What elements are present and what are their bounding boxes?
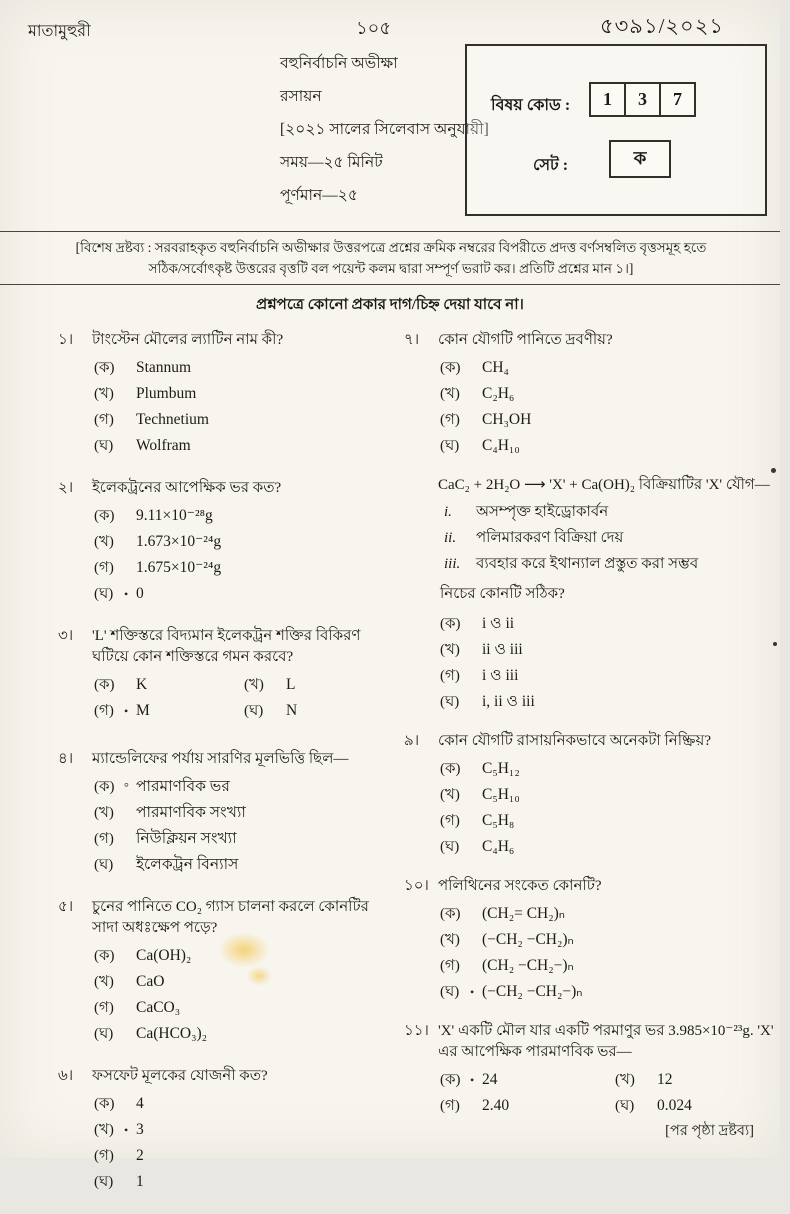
option-key: (গ) xyxy=(94,1000,114,1016)
option-key: (গ) xyxy=(94,1148,114,1164)
page-number: ১০৫ xyxy=(356,18,392,38)
subject-code-digit-3: 7 xyxy=(659,82,696,117)
option-gha xyxy=(615,1096,790,1116)
option-kha xyxy=(94,1120,396,1140)
option-ga xyxy=(440,956,790,976)
option-key: (গ) xyxy=(94,412,114,428)
option-key: (খ) xyxy=(94,534,114,550)
option-key: (খ) xyxy=(94,805,114,821)
option-value: Wolfram xyxy=(136,437,191,454)
question-8-options xyxy=(440,614,790,712)
option-kha xyxy=(94,972,396,992)
question-11 xyxy=(404,1021,790,1122)
option-value: 1.673×10⁻²⁴g xyxy=(136,533,222,550)
subject-name: রসায়ন xyxy=(280,88,322,105)
option-value: Plumbum xyxy=(136,385,197,402)
question-3-options xyxy=(94,675,396,727)
option-gha xyxy=(440,692,790,712)
statement-key: iii. xyxy=(444,556,461,572)
option-value: C₅H₈ xyxy=(482,812,515,829)
option-key: (ক) xyxy=(440,360,461,376)
question-8-followup: নিচের কোনটি সঠিক? xyxy=(440,586,565,602)
option-key: (ক) xyxy=(94,508,115,524)
option-key: (খ) xyxy=(440,386,460,402)
option-key: (ঘ) xyxy=(94,1026,114,1042)
option-gha xyxy=(440,982,790,1002)
next-page-note: [পর পৃষ্ঠা দ্রষ্টব্য] xyxy=(665,1123,754,1139)
option-gha xyxy=(440,436,790,456)
subject-code-label: বিষয় কোড : xyxy=(491,97,571,114)
pen-mark: • xyxy=(124,1123,129,1137)
question-9-options xyxy=(440,759,790,857)
statement-text: পলিমারকরণ বিক্রিয়া দেয় xyxy=(476,530,624,546)
option-value: (−CH₂ −CH₂−)ₙ xyxy=(482,983,583,1000)
option-kha xyxy=(440,384,790,404)
question-stem: পলিথিনের সংকেত কোনটি? xyxy=(438,878,602,894)
option-key: (ঘ) xyxy=(94,586,114,602)
question-7-head xyxy=(404,330,790,351)
pen-mark: • xyxy=(124,704,129,718)
option-value: i, ii ও iii xyxy=(482,693,535,710)
syllabus-note: [২০২১ সালের সিলেবাস অনুযায়ী] xyxy=(280,121,489,138)
option-key: (ঘ) xyxy=(440,694,460,710)
question-10 xyxy=(404,876,790,1002)
question-stem: ম্যান্ডেলিফের পর্যায় সারণির মূলভিত্তি ছিল— xyxy=(92,751,349,767)
option-value: পারমাণবিক সংখ্যা xyxy=(136,804,246,821)
question-stem: ইলেকট্রনের আপেক্ষিক ভর কত? xyxy=(92,480,282,496)
option-gha xyxy=(94,1172,396,1192)
option-value: L xyxy=(286,676,296,693)
option-key: (ক) xyxy=(440,906,461,922)
option-key: (ঘ) xyxy=(94,438,114,454)
option-key: (ক) xyxy=(94,677,115,693)
pen-mark: • xyxy=(124,587,129,601)
option-ga xyxy=(94,410,396,430)
option-key: (খ) xyxy=(244,677,264,693)
question-number: ১১। xyxy=(404,1023,429,1039)
set-label: সেট : xyxy=(533,157,569,174)
option-key: (খ) xyxy=(94,974,114,990)
question-number: ৯। xyxy=(404,733,420,749)
option-ga xyxy=(94,701,244,721)
option-key: (গ) xyxy=(440,668,460,684)
question-11-head xyxy=(404,1021,790,1063)
no-marks-note: প্রশ্নপত্রে কোনো প্রকার দাগ/চিহ্ন দেয়া যাবে না। xyxy=(256,297,524,313)
exam-title: বহুনির্বাচনি অভীক্ষা xyxy=(280,55,398,72)
option-key: (খ) xyxy=(615,1072,635,1088)
option-value: CaCO₃ xyxy=(136,999,181,1016)
question-11-options xyxy=(440,1070,790,1122)
pen-mark: • xyxy=(470,1073,475,1087)
option-value: CH₃OH xyxy=(482,411,532,428)
question-stem-reaction: CaC₂ + 2H₂O ⟶ 'X' + Ca(OH)₂ বিক্রিয়াটির 'X' যৌগ— xyxy=(438,477,770,493)
pen-mark: ° xyxy=(124,780,129,794)
option-value: 2 xyxy=(136,1147,144,1164)
option-value: (−CH₂ −CH₂)ₙ xyxy=(482,931,574,948)
option-value: C₄H₆ xyxy=(482,838,515,855)
subject-code-digit-1: 1 xyxy=(589,82,626,117)
option-value: Technetium xyxy=(136,411,209,428)
paper-code: ৫৩৯১/২০২১ xyxy=(600,14,724,38)
option-value: N xyxy=(286,702,298,719)
question-stem: ফসফেট মূলকের যোজনী কত? xyxy=(92,1068,268,1084)
option-value: CH₄ xyxy=(482,359,509,376)
option-key: (ঘ) xyxy=(440,984,460,1000)
question-10-options xyxy=(440,904,790,1002)
question-6 xyxy=(58,1066,396,1192)
option-value: CaO xyxy=(136,973,165,990)
question-stem: টাংস্টেন মৌলের ল্যাটিন নাম কী? xyxy=(92,332,284,348)
time-allowed: সময়—২৫ মিনিট xyxy=(280,154,383,171)
option-ka xyxy=(440,759,790,779)
scan-speck xyxy=(773,642,777,646)
option-key: (খ) xyxy=(94,386,114,402)
option-key: (গ) xyxy=(94,703,114,719)
option-kha xyxy=(440,930,790,950)
option-value: 12 xyxy=(657,1071,673,1088)
question-5 xyxy=(58,897,396,1044)
question-5-options xyxy=(94,946,396,1044)
question-number: ৭। xyxy=(404,332,420,348)
question-8-head xyxy=(404,475,790,496)
option-key: (ক) xyxy=(94,948,115,964)
option-key: (ক) xyxy=(94,360,115,376)
statement-key: i. xyxy=(444,504,452,520)
question-number xyxy=(404,475,438,496)
option-ka xyxy=(94,777,396,797)
option-value: ii ও iii xyxy=(482,641,523,658)
question-10-head xyxy=(404,876,790,897)
option-value: 9.11×10⁻²⁸g xyxy=(136,507,213,524)
left-column xyxy=(58,330,396,1214)
option-value: (CH₂ −CH₂−)ₙ xyxy=(482,957,574,974)
option-value: C₄H₁₀ xyxy=(482,437,520,454)
question-9-head xyxy=(404,731,790,752)
option-ka xyxy=(94,358,396,378)
option-key: (ক) xyxy=(440,1072,461,1088)
question-1-options xyxy=(94,358,396,456)
option-kha xyxy=(94,384,396,404)
option-key: (ঘ) xyxy=(440,839,460,855)
option-value: (CH₂= CH₂)ₙ xyxy=(482,905,565,922)
option-ka xyxy=(94,946,396,966)
question-number: ১। xyxy=(58,332,74,348)
statement-i xyxy=(444,502,790,522)
option-ga xyxy=(94,558,396,578)
option-key: (গ) xyxy=(440,958,460,974)
option-value: 0 xyxy=(136,585,144,602)
option-key: (খ) xyxy=(94,1122,114,1138)
subject-code-box xyxy=(465,44,767,216)
option-ka xyxy=(440,904,790,924)
option-gha xyxy=(94,855,396,875)
pen-mark: • xyxy=(470,985,475,999)
option-key: (ক) xyxy=(94,779,115,795)
option-value: 2.40 xyxy=(482,1097,510,1114)
option-kha xyxy=(94,803,396,823)
option-ga xyxy=(94,829,396,849)
question-stem: 'X' একটি মৌল যার একটি পরমাণুর ভর 3.985×10⁻²³g. 'X' এর আপেক্ষিক পারমাণবিক ভর— xyxy=(438,1023,774,1060)
question-5-head xyxy=(58,897,396,939)
question-6-head xyxy=(58,1066,396,1087)
question-number: ৩। xyxy=(58,628,74,644)
question-stem: 'L' শক্তিস্তরে বিদ্যমান ইলেকট্রন শক্তির বিকিরণ ঘটিয়ে কোন শক্তিস্তরে গমন করবে? xyxy=(92,628,361,665)
question-4-options xyxy=(94,777,396,875)
right-column xyxy=(404,330,790,1214)
question-4 xyxy=(58,749,396,875)
question-7 xyxy=(404,330,790,456)
option-value: ইলেকট্রন বিন্যাস xyxy=(136,856,239,873)
option-ka xyxy=(94,506,396,526)
question-stem: কোন যৌগটি পানিতে দ্রবণীয়? xyxy=(438,332,613,348)
question-1 xyxy=(58,330,396,456)
option-key: (ঘ) xyxy=(94,857,114,873)
option-value: নিউক্লিয়ন সংখ্যা xyxy=(136,830,237,847)
option-key: (ক) xyxy=(440,761,461,777)
option-ga xyxy=(440,666,790,686)
option-kha xyxy=(244,675,394,695)
set-value-box: ক xyxy=(609,140,671,178)
question-1-head xyxy=(58,330,396,351)
question-9 xyxy=(404,731,790,857)
option-key: (গ) xyxy=(94,831,114,847)
option-value: C₅H₁₂ xyxy=(482,760,520,777)
option-ga xyxy=(440,1096,615,1116)
scan-speck xyxy=(771,468,776,473)
question-stem: কোন যৌগটি রাসায়নিকভাবে অনেকটা নিষ্ক্রিয়? xyxy=(438,733,711,749)
option-key: (ক) xyxy=(94,1096,115,1112)
option-ga xyxy=(440,410,790,430)
option-value: C₅H₁₀ xyxy=(482,786,520,803)
question-number: ৪। xyxy=(58,751,74,767)
statement-key: ii. xyxy=(444,530,457,546)
option-kha xyxy=(94,532,396,552)
option-value: 1.675×10⁻²⁴g xyxy=(136,559,222,576)
question-3 xyxy=(58,626,396,727)
subject-code-digit-2: 3 xyxy=(624,82,661,117)
statement-iii xyxy=(444,554,790,574)
option-gha xyxy=(440,837,790,857)
option-ga xyxy=(94,998,396,1018)
question-number: ৫। xyxy=(58,899,74,915)
option-value: 0.024 xyxy=(657,1097,692,1114)
option-gha xyxy=(94,584,396,604)
option-ka xyxy=(440,1070,615,1090)
option-ka xyxy=(94,675,244,695)
school-name: মাতামুহুরী xyxy=(28,23,91,40)
question-stem: চুনের পানিতে CO₂ গ্যাস চালনা করলে কোনটির সাদা অধঃক্ষেপ পড়ে? xyxy=(92,899,369,936)
statement-text: অসম্পৃক্ত হাইড্রোকার্বন xyxy=(476,504,609,520)
option-key: (গ) xyxy=(440,813,460,829)
question-2-head xyxy=(58,478,396,499)
option-kha xyxy=(615,1070,790,1090)
option-ga xyxy=(440,811,790,831)
full-marks: পূর্ণমান—২৫ xyxy=(280,187,358,204)
option-value: পারমাণবিক ভর xyxy=(136,778,230,795)
option-key: (ঘ) xyxy=(615,1098,635,1114)
option-key: (খ) xyxy=(440,932,460,948)
option-value: i ও iii xyxy=(482,667,519,684)
option-key: (ঘ) xyxy=(244,703,264,719)
option-value: 4 xyxy=(136,1095,144,1112)
option-value: Ca(HCO₃)₂ xyxy=(136,1025,208,1042)
question-2-options xyxy=(94,506,396,604)
option-value: 3 xyxy=(136,1121,144,1138)
option-value: K xyxy=(136,676,148,693)
option-value: C₂H₆ xyxy=(482,385,515,402)
question-3-head xyxy=(58,626,396,668)
question-7-options xyxy=(440,358,790,456)
question-2 xyxy=(58,478,396,604)
statement-text: ব্যবহার করে ইথান্যাল প্রস্তুত করা সম্ভব xyxy=(476,556,699,572)
option-key: (খ) xyxy=(440,787,460,803)
question-6-options xyxy=(94,1094,396,1192)
question-number: ৬। xyxy=(58,1068,74,1084)
divider-bottom xyxy=(0,284,780,285)
option-value: Stannum xyxy=(136,359,192,376)
option-ka xyxy=(440,358,790,378)
option-gha xyxy=(94,1024,396,1044)
subject-code-digits xyxy=(589,82,696,117)
option-ka xyxy=(94,1094,396,1114)
option-kha xyxy=(440,785,790,805)
title-block xyxy=(280,54,489,219)
question-columns xyxy=(58,330,774,1214)
option-gha xyxy=(244,701,394,721)
question-8-statements xyxy=(444,502,790,574)
option-ga xyxy=(94,1146,396,1166)
option-key: (গ) xyxy=(440,412,460,428)
option-key: (গ) xyxy=(440,1098,460,1114)
option-value: 1 xyxy=(136,1173,144,1190)
question-4-head xyxy=(58,749,396,770)
option-value: i ও ii xyxy=(482,615,515,632)
divider-top xyxy=(0,231,780,232)
option-ka xyxy=(440,614,790,634)
question-8 xyxy=(404,475,790,712)
statement-ii xyxy=(444,528,790,548)
option-key: (ঘ) xyxy=(94,1174,114,1190)
option-key: (ঘ) xyxy=(440,438,460,454)
option-kha xyxy=(440,640,790,660)
option-gha xyxy=(94,436,396,456)
question-number: ২। xyxy=(58,480,74,496)
option-key: (ক) xyxy=(440,616,461,632)
question-number: ১০। xyxy=(404,878,429,894)
option-value: Ca(OH)₂ xyxy=(136,947,192,964)
option-key: (গ) xyxy=(94,560,114,576)
option-value: 24 xyxy=(482,1071,498,1088)
option-key: (খ) xyxy=(440,642,460,658)
special-note: [বিশেষ দ্রষ্টব্য : সরবরাহকৃত বহুনির্বাচনি অভীক্ষার উত্তরপত্রে প্রশ্নের ক্রমিক নম্বরের বিপরীতে প্রদত্ত বর্ণসম্বলিত বৃত্তসমূহ হতে সঠিক/সর্বোৎকৃষ্ট উত্তরের বৃত্তটি বল পয়েন্ট কলম দ্বারা সম্পূর্ণ ভরাট কর। প্রতিটি প্রশ্নের মান ১।] xyxy=(75,240,707,276)
option-value: M xyxy=(136,702,150,719)
